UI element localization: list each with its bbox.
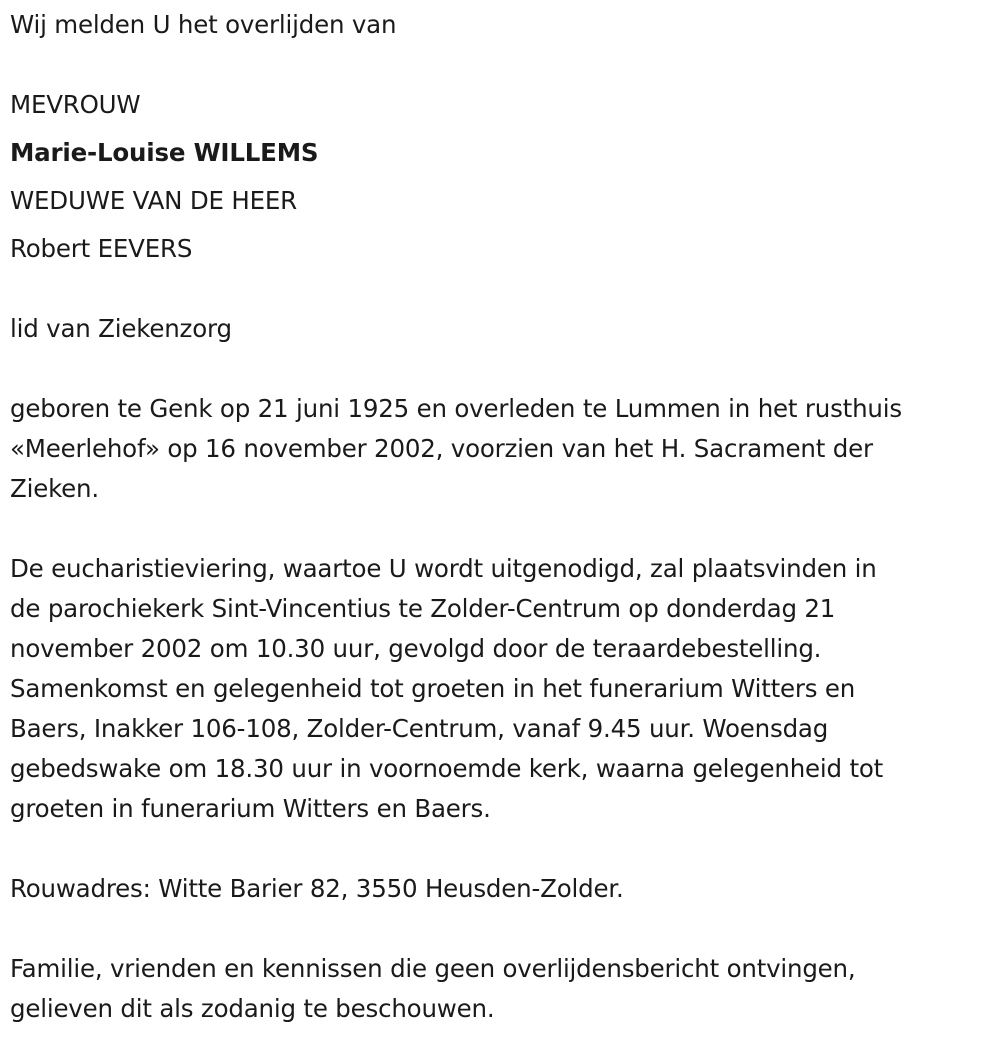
spouse-prefix: WEDUWE VAN DE HEER (10, 186, 298, 215)
paragraph-line: Zieken. (10, 474, 99, 503)
ceremony-paragraph (10, 549, 985, 829)
mourning-address: Rouwadres: Witte Barier 82, 3550 Heusden-Zolder. (10, 874, 624, 903)
birth-death-paragraph (10, 389, 985, 509)
paragraph-line: Familie, vrienden en kennissen die geen overlijdensbericht ontvingen, (10, 954, 856, 983)
closing-paragraph (10, 949, 985, 1029)
paragraph-line: Baers, Inakker 106-108, Zolder-Centrum, vanaf 9.45 uur. Woensdag (10, 714, 829, 743)
paragraph-line: Samenkomst en gelegenheid tot groeten in het funerarium Witters en (10, 674, 856, 703)
paragraph-line: gebedswake om 18.30 uur in voornoemde kerk, waarna gelegenheid tot (10, 754, 884, 783)
intro-text: Wij melden U het overlijden van (10, 10, 397, 39)
paragraph-line: «Meerlehof» op 16 november 2002, voorzien van het H. Sacrament der (10, 434, 873, 463)
paragraph-line: de parochiekerk Sint-Vincentius te Zolder-Centrum op donderdag 21 (10, 594, 836, 623)
paragraph-line: november 2002 om 10.30 uur, gevolgd door de teraardebestelling. (10, 634, 822, 663)
membership-text: lid van Ziekenzorg (10, 314, 232, 343)
paragraph-line: De eucharistieviering, waartoe U wordt uitgenodigd, zal plaatsvinden in (10, 554, 877, 583)
deceased-name: Marie-Louise WILLEMS (10, 138, 319, 167)
paragraph-line: geboren te Genk op 21 juni 1925 en overleden te Lummen in het rusthuis (10, 394, 902, 423)
spouse-name: Robert EEVERS (10, 234, 193, 263)
paragraph-line: gelieven dit als zodanig te beschouwen. (10, 994, 495, 1023)
title-prefix: MEVROUW (10, 90, 141, 119)
paragraph-line: groeten in funerarium Witters en Baers. (10, 794, 491, 823)
